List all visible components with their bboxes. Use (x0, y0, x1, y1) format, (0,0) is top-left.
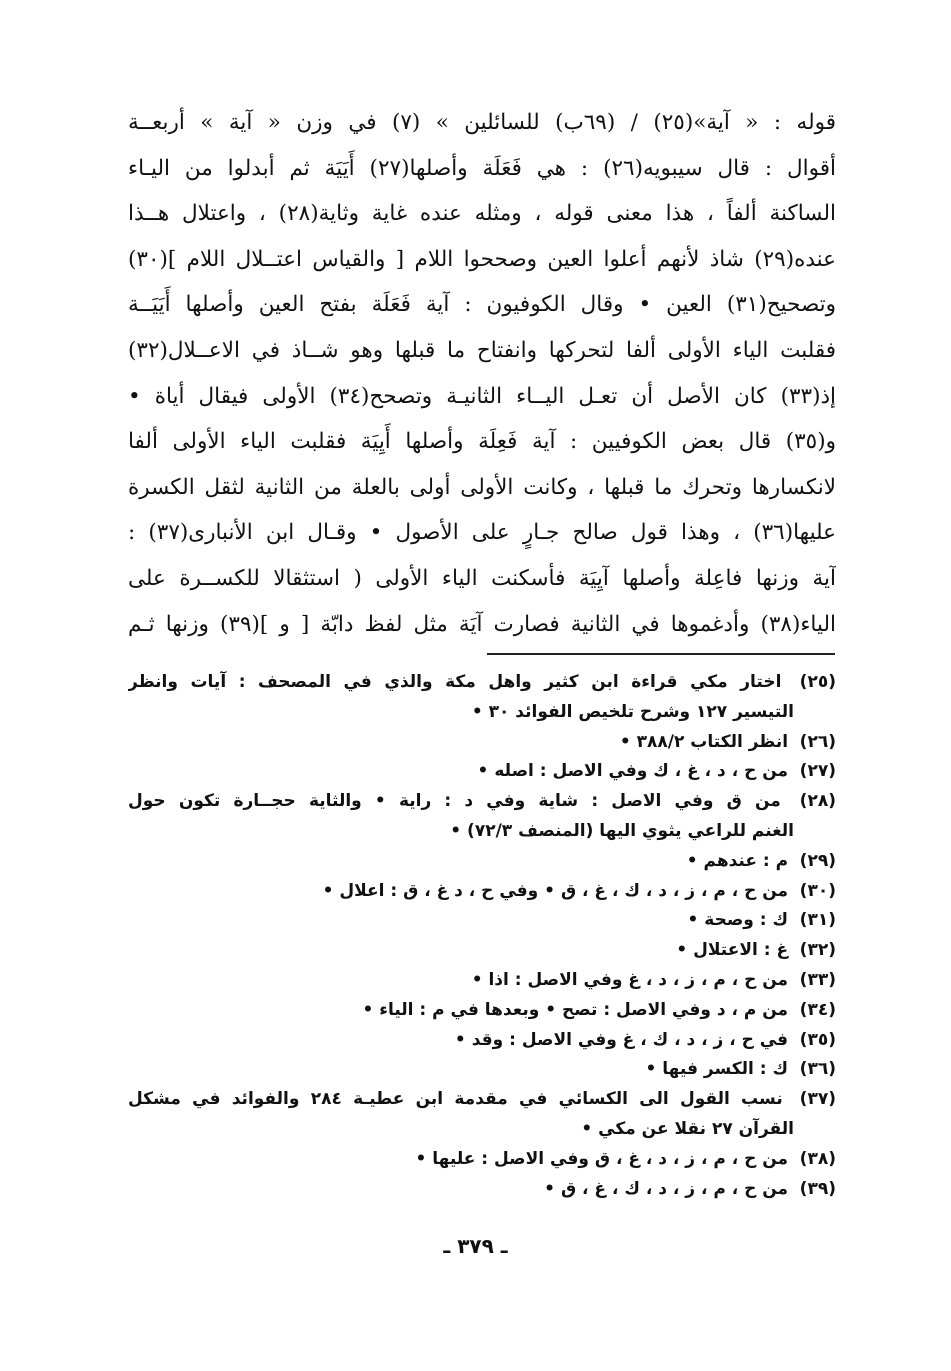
footnote-text: التيسير ١٢٧ وشرح تلخيص الفوائد ٣٠ • (471, 701, 794, 722)
footnote-line (128, 698, 836, 728)
body-line: عنده(٢٩) شاذ لأنهم أعلوا العين وصححوا اللام [ والقياس اعتــلال اللام ](٣٠) (128, 246, 836, 272)
footnote-line (128, 757, 836, 787)
footnote-line (128, 1026, 836, 1056)
footnote-number: (٣١) (799, 910, 836, 931)
body-line: إذ(٣٣) كان الأصل أن تعـل اليــاء الثانيـة وتصحح(٣٤) الأولى فيقال أياة • (128, 383, 836, 409)
footnote-separator (487, 653, 835, 655)
main-text (128, 100, 836, 647)
footnote-number: (٣٩) (799, 1178, 836, 1199)
footnote-text: من ح ، م ، ز ، د ، ك ، غ ، ق • (544, 1178, 789, 1199)
body-line: آية وزنها فاعِلة وأصلها آيِيَة فأسكنت الياء الأولى ( استثقالا للكســرة على (128, 565, 836, 591)
footnote-number: (٣٢) (799, 940, 836, 961)
body-line: قوله : « آية»(٢٥) / (٦٩ب) للسائلين » (٧) في وزن « آية » أربعــة (128, 110, 836, 135)
body-line: الساكنة ألفاً ، هذا معنى قوله ، ومثله عنده غاية وثاية(٢٨) ، واعتلال هــذا (128, 201, 836, 227)
footnote-text: م : عندهم • (686, 850, 789, 871)
footnote-text: من ق وفي الاصل : شاية وفي د : راية • والثاية حجــارة تكون حول (128, 791, 781, 812)
footnote-text: اختار مكي قراءة ابن كثير واهل مكة والذي في المصحف : آيات وانظر (128, 672, 782, 692)
footnote-number: (٣٧) (799, 1089, 836, 1110)
body-line: الياء(٣٨) وأدغموها في الثانية فصارت آيَة مثل لفظ دابّة [ و ](٣٩) وزنها ثـم (128, 611, 836, 637)
footnote-line (128, 996, 836, 1026)
footnote-number: (٣٠) (799, 880, 836, 901)
footnote-text: من ح ، م ، ز ، د ، غ ، ق وفي الاصل : عليها • (415, 1148, 789, 1169)
footnote-text: الغنم للراعي يثوي اليها (المنصف ٧٢/٣) • (450, 820, 794, 841)
footnote-line (128, 906, 836, 936)
footnote-number: (٢٨) (799, 791, 836, 812)
footnote-line (128, 966, 836, 996)
footnote-line (128, 936, 836, 966)
footnote-text: من ح ، د ، غ ، ك وفي الاصل : اصله • (477, 761, 789, 782)
footnotes (128, 668, 836, 1204)
footnote-number: (٣٥) (799, 1029, 836, 1050)
footnote-text: غ : الاعتلال • (676, 940, 789, 961)
footnote-line (128, 728, 836, 758)
body-line: عليها(٣٦) ، وهذا قول صالح جـارٍ على الأصول • وقـال ابن الأنبارى(٣٧) : (128, 520, 836, 546)
footnote-line (128, 1115, 836, 1145)
footnote-text: انظر الكتاب ٣٨٨/٢ • (619, 731, 789, 752)
footnote-line (128, 1085, 836, 1115)
footnote-text: من ح ، م ، ز ، د ، ك ، غ ، ق • وفي ح ، د غ ، ق : اعلال • (322, 880, 789, 901)
footnote-number: (٣٦) (799, 1059, 836, 1080)
footnote-text: ك : الكسر فيها • (645, 1059, 789, 1080)
footnote-line (128, 817, 836, 847)
body-line: أقوال : قال سيبويه(٢٦) : هي فَعَلَة وأصلها(٢٧) أَيَيَة ثم أبدلوا من اليـاء (128, 155, 836, 181)
footnote-line (128, 668, 836, 698)
body-line: و(٣٥) قال بعض الكوفيين : آية فَعِلَة وأصلها أَيِيَة فقلبت الياء الأولى ألفا (128, 429, 836, 455)
footnote-number: (٢٥) (799, 672, 836, 692)
footnote-text: نسب القول الى الكسائي في مقدمة ابن عطيـة ٢٨٤ والفوائد في مشكل (128, 1089, 783, 1110)
footnote-line (128, 1145, 836, 1175)
footnote-line (128, 1175, 836, 1205)
body-line: وتصحيح(٣١) العين • وقال الكوفيون : آية فَعَلَة بفتح العين وأصلها أَيَيَــة (128, 292, 836, 318)
footnote-text: في ح ، ز ، د ، ك ، غ وفي الاصل : وقد • (454, 1029, 789, 1050)
footnote-text: القرآن ٢٧ نقلا عن مكي • (581, 1118, 794, 1139)
footnote-text: من ح ، م ، ز ، د ، غ وفي الاصل : اذا • (471, 969, 789, 990)
footnote-text: ك : وصحة • (687, 910, 789, 931)
footnote-number: (٢٩) (799, 850, 836, 871)
footnote-number: (٢٦) (799, 731, 836, 752)
footnote-number: (٣٣) (799, 969, 836, 990)
footnote-number: (٢٧) (799, 761, 836, 782)
footnote-line (128, 877, 836, 907)
page-number: ـ ٣٧٩ ـ (443, 1234, 508, 1258)
footnote-line (128, 1055, 836, 1085)
footnote-text: من م ، د وفي الاصل : تصح • وبعدها في م : الياء • (362, 999, 789, 1020)
body-line: فقلبت الياء الأولى ألفا لتحركها وانفتاح ما قبلها وهو شــاذ في الاعــلال(٣٢) (128, 337, 836, 363)
footnote-line (128, 787, 836, 817)
body-line: لانكسارها وتحرك ما قبلها ، وكانت الأولى أولى بالعلة من الثانية لثقل الكسرة (128, 474, 836, 500)
footnote-line (128, 847, 836, 877)
footnote-number: (٣٨) (799, 1148, 836, 1169)
footnote-number: (٣٤) (799, 999, 836, 1020)
